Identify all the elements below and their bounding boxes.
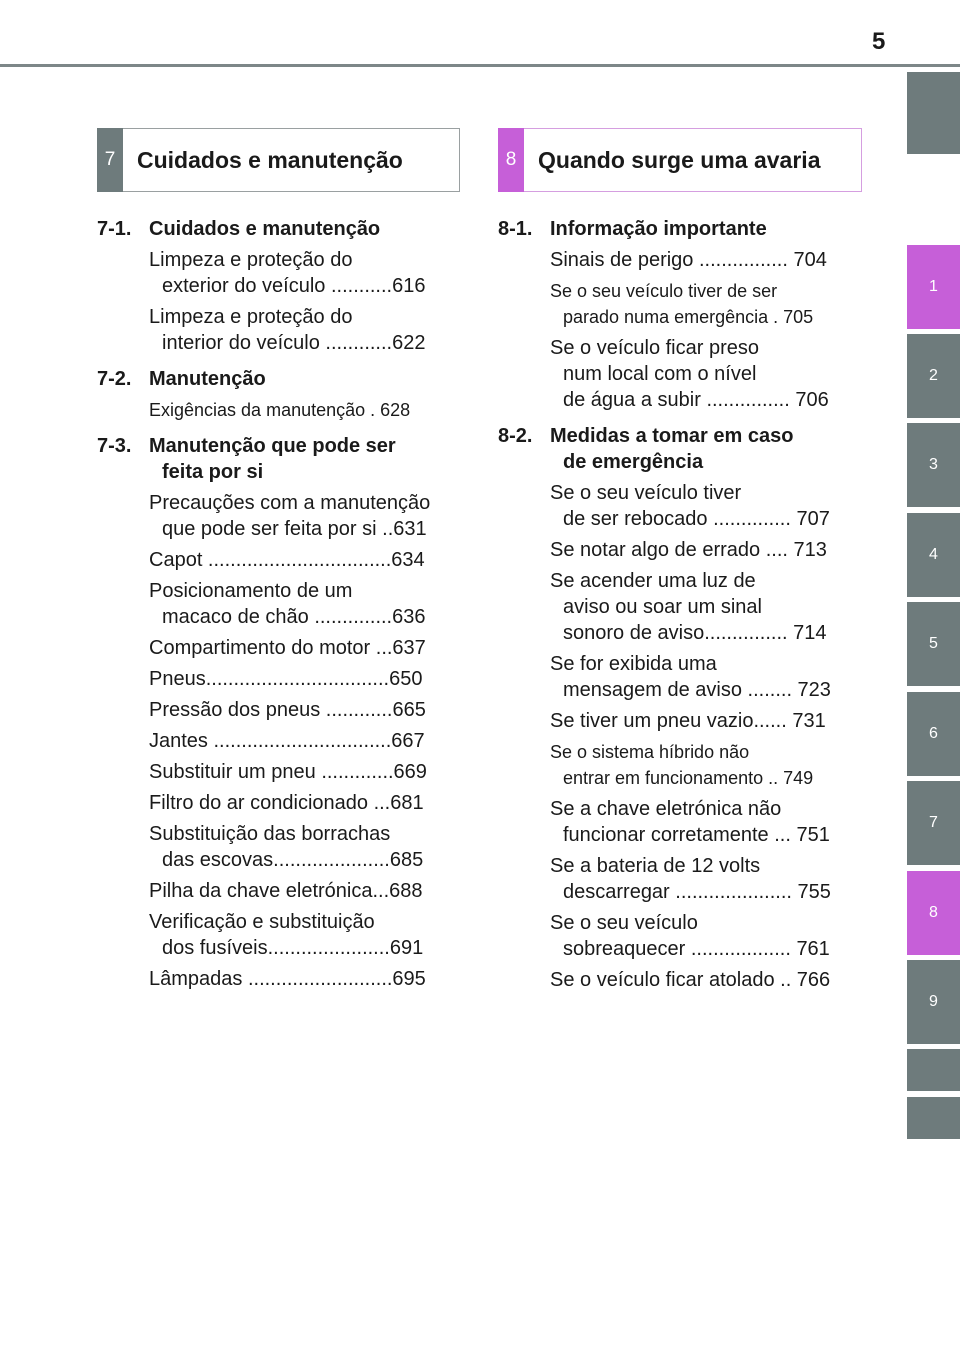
toc-entry[interactable] <box>149 397 463 423</box>
toc-entry[interactable] <box>550 853 850 905</box>
toc-entry-text: Se a chave eletrónica não <box>550 798 782 820</box>
header-rule <box>0 64 960 67</box>
toc-entry[interactable] <box>149 966 463 992</box>
toc-entry[interactable] <box>550 335 850 413</box>
toc-entry[interactable] <box>149 666 463 692</box>
tab-chapter-6[interactable]: 6 <box>907 692 960 776</box>
chapter-heading <box>97 216 463 242</box>
toc-entry-text: de ser rebocado .............. 707 <box>563 508 830 530</box>
section-title: Cuidados e manutenção <box>137 146 403 173</box>
toc-entry[interactable] <box>550 568 850 646</box>
section-number: 8 <box>498 128 524 192</box>
chapter-number: 7-2. <box>97 368 132 390</box>
chapter-number: 7-1. <box>97 218 132 240</box>
chapter-title: Manutenção <box>149 368 266 390</box>
section-header-8 <box>498 128 862 192</box>
toc-entry-text: Substituição das borrachas <box>149 823 391 845</box>
toc-entry-text: Se o seu veículo tiver <box>550 482 742 504</box>
toc-entry-text: Sinais de perigo ................ 704 <box>550 249 827 271</box>
toc-entry-text: Pneus.................................650 <box>149 668 423 690</box>
toc-entry[interactable] <box>149 490 463 542</box>
section-number: 7 <box>97 128 123 192</box>
toc-entry[interactable] <box>550 708 850 734</box>
toc-entry[interactable] <box>149 759 463 785</box>
toc-entry[interactable] <box>149 728 463 754</box>
toc-entry-text: Pilha da chave eletrónica...688 <box>149 880 423 902</box>
toc-entry[interactable] <box>149 247 463 299</box>
toc-entry-text: funcionar corretamente ... 751 <box>563 824 830 846</box>
toc-entry-text: Se a bateria de 12 volts <box>550 855 761 877</box>
toc-entry-text: Se o veículo ficar preso <box>550 337 759 359</box>
toc-entry-text: Posicionamento de um <box>149 580 353 602</box>
toc-entry[interactable] <box>550 480 850 532</box>
toc-column-right <box>498 216 850 998</box>
toc-entry-text: Exigências da manutenção . 628 <box>149 400 411 420</box>
toc-entry[interactable] <box>149 909 463 961</box>
chapter-heading <box>498 423 850 475</box>
chapter-title: Manutenção que pode ser <box>149 435 396 457</box>
toc-entry-text: das escovas.....................685 <box>162 849 424 871</box>
toc-entry-text: que pode ser feita por si ..631 <box>162 518 427 540</box>
toc-entry-text: Substituir um pneu .............669 <box>149 761 427 783</box>
toc-entry-text: dos fusíveis......................691 <box>162 937 424 959</box>
toc-entry[interactable] <box>550 967 850 993</box>
toc-entry-text: Filtro do ar condicionado ...681 <box>149 792 424 814</box>
chapter-heading <box>498 216 850 242</box>
toc-entry-text: descarregar ..................... 755 <box>563 881 831 903</box>
tab-chapter-9[interactable]: 9 <box>907 960 960 1044</box>
tab-chapter-7[interactable]: 7 <box>907 781 960 865</box>
tab-blank[interactable] <box>907 1049 960 1091</box>
toc-entry[interactable] <box>149 697 463 723</box>
toc-entry[interactable] <box>550 910 850 962</box>
toc-entry-text: Pressão dos pneus ............665 <box>149 699 426 721</box>
toc-column-left <box>97 216 463 997</box>
toc-entry[interactable] <box>550 278 850 330</box>
tab-chapter-1[interactable]: 1 <box>907 245 960 329</box>
chapter-title: Medidas a tomar em caso <box>550 425 794 447</box>
chapter-number: 7-3. <box>97 435 132 457</box>
section-header-7 <box>97 128 460 192</box>
tab-chapter-2[interactable]: 2 <box>907 334 960 418</box>
chapter-number: 8-2. <box>498 425 533 447</box>
toc-entry-text: Verificação e substituição <box>149 911 375 933</box>
tab-chapter-5[interactable]: 5 <box>907 602 960 686</box>
toc-entry-text: Se tiver um pneu vazio...... 731 <box>550 710 826 732</box>
toc-entry[interactable] <box>149 821 463 873</box>
toc-entry-text: parado numa emergência . 705 <box>563 307 814 327</box>
toc-entry[interactable] <box>149 304 463 356</box>
toc-entry-text: aviso ou soar um sinal <box>563 596 762 618</box>
toc-entry-text: entrar em funcionamento .. 749 <box>563 768 814 788</box>
tab-chapter-3[interactable]: 3 <box>907 423 960 507</box>
toc-entry-text: Limpeza e proteção do <box>149 306 353 328</box>
toc-entry[interactable] <box>550 739 850 791</box>
toc-entry-text: de água a subir ............... 706 <box>563 389 829 411</box>
toc-entry-text: Se o seu veículo tiver de ser <box>550 281 778 301</box>
toc-entry[interactable] <box>550 651 850 703</box>
page-number: 5 <box>872 28 886 55</box>
chapter-heading <box>97 366 463 392</box>
toc-entry-text: Precauções com a manutenção <box>149 492 431 514</box>
toc-entry-text: Compartimento do motor ...637 <box>149 637 426 659</box>
chapter-title: feita por si <box>162 461 264 483</box>
toc-entry[interactable] <box>149 878 463 904</box>
toc-entry-text: Se notar algo de errado .... 713 <box>550 539 827 561</box>
chapter-title: Cuidados e manutenção <box>149 218 381 240</box>
tab-chapter-4[interactable]: 4 <box>907 513 960 597</box>
toc-entry-text: Se o seu veículo <box>550 912 698 934</box>
toc-entry-text: num local com o nível <box>563 363 757 385</box>
toc-entry[interactable] <box>550 796 850 848</box>
tab-chapter-8[interactable]: 8 <box>907 871 960 955</box>
toc-entry-text: Se for exibida uma <box>550 653 717 675</box>
tab-blank[interactable] <box>907 1097 960 1139</box>
toc-entry-text: mensagem de aviso ........ 723 <box>563 679 831 701</box>
toc-entry[interactable] <box>550 247 850 273</box>
toc-entry-text: sonoro de aviso............... 714 <box>563 622 827 644</box>
toc-entry-text: exterior do veículo ...........616 <box>162 275 426 297</box>
toc-entry-text: Limpeza e proteção do <box>149 249 353 271</box>
toc-entry[interactable] <box>149 790 463 816</box>
chapter-title: de emergência <box>563 451 704 473</box>
toc-entry-text: interior do veículo ............622 <box>162 332 426 354</box>
chapter-title: Informação importante <box>550 218 767 240</box>
toc-entry[interactable] <box>149 635 463 661</box>
toc-entry-text: Capot .................................634 <box>149 549 425 571</box>
toc-entry-text: Se o veículo ficar atolado .. 766 <box>550 969 831 991</box>
toc-entry-text: Lâmpadas ..........................695 <box>149 968 426 990</box>
toc-entry-text: Se acender uma luz de <box>550 570 756 592</box>
toc-entry-text: sobreaquecer .................. 761 <box>563 938 830 960</box>
tab-blank[interactable] <box>907 72 960 154</box>
section-title: Quando surge uma avaria <box>538 146 821 173</box>
toc-entry[interactable] <box>149 547 463 573</box>
toc-entry[interactable] <box>550 537 850 563</box>
chapter-heading <box>97 433 463 485</box>
toc-entry-text: macaco de chão ..............636 <box>162 606 426 628</box>
toc-entry-text: Se o sistema híbrido não <box>550 742 750 762</box>
chapter-number: 8-1. <box>498 218 533 240</box>
toc-entry-text: Jantes ................................667 <box>149 730 425 752</box>
toc-entry[interactable] <box>149 578 463 630</box>
